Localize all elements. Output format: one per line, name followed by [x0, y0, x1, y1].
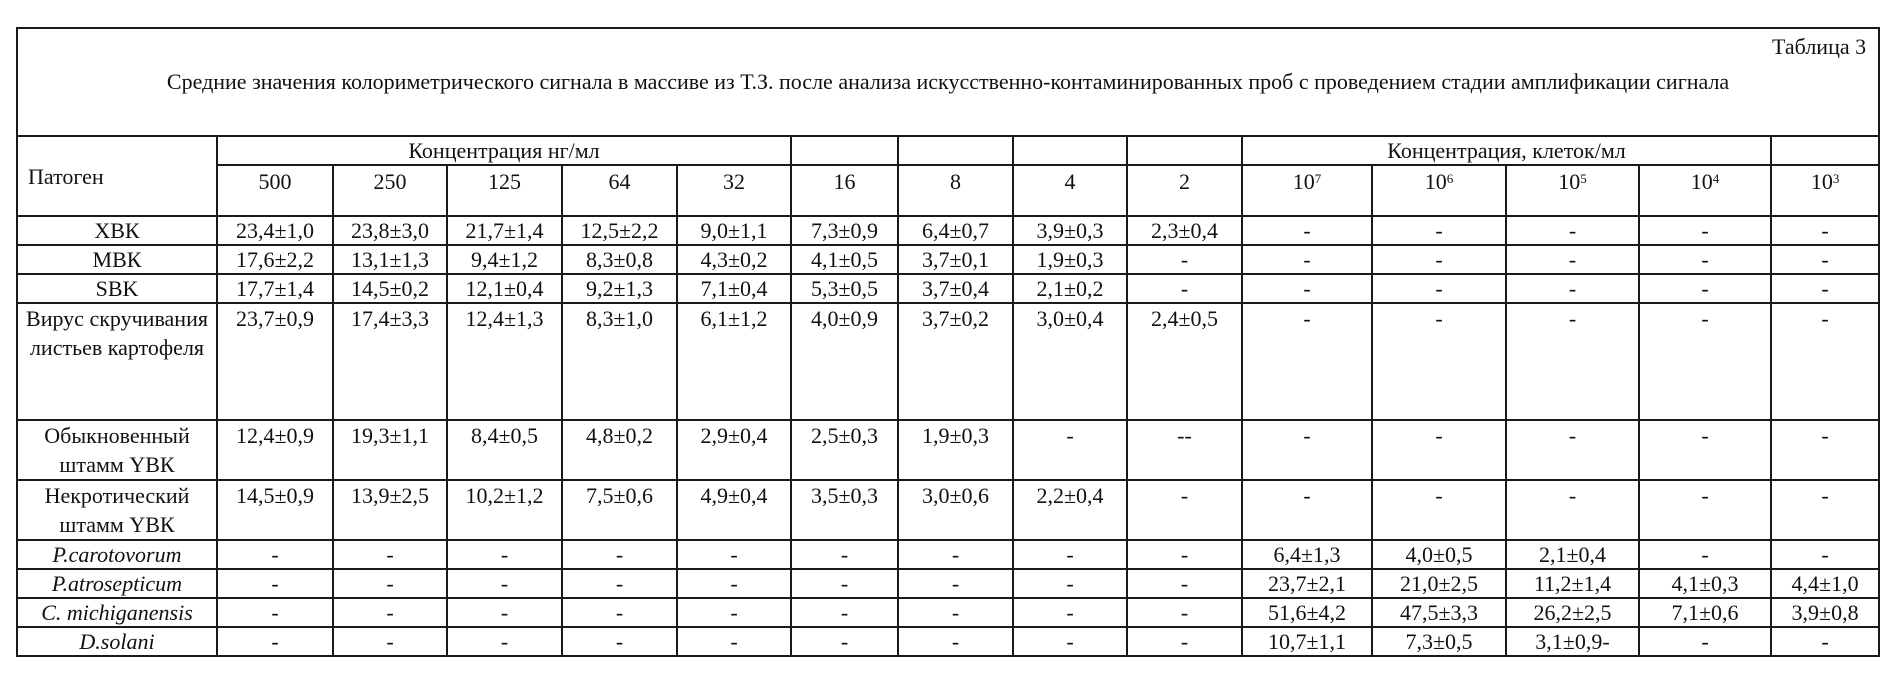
table-row	[17, 274, 1879, 303]
pathogen-name-cell: Некротический штамм YВК	[17, 480, 217, 540]
value-cell: -	[333, 569, 447, 598]
results-table	[16, 27, 1880, 657]
value-cell: 10,2±1,2	[447, 480, 562, 540]
value-cell: 4,0±0,5	[1372, 540, 1506, 569]
value-cell: -	[1506, 245, 1639, 274]
table-row	[17, 569, 1879, 598]
value-cell: -	[677, 540, 791, 569]
value-cell: 4,0±0,9	[791, 303, 898, 420]
value-cell: -	[791, 569, 898, 598]
column-header-cells: $10^7$	[1242, 165, 1372, 216]
group-header-cells-ml: Концентрация, клеток/мл	[1242, 136, 1771, 165]
column-header-ng: 125	[447, 165, 562, 216]
table-number: Таблица 3	[1772, 34, 1867, 59]
value-cell: 3,9±0,3	[1013, 216, 1127, 245]
value-cell: 10,7±1,1	[1242, 627, 1372, 656]
value-cell: -	[1127, 540, 1242, 569]
column-header-ng: 16	[791, 165, 898, 216]
table-row	[17, 245, 1879, 274]
pathogen-name-cell: Вирус скручивания листьев картофеля	[17, 303, 217, 420]
value-cell: 13,9±2,5	[333, 480, 447, 540]
value-cell: -	[447, 540, 562, 569]
value-cell: -	[562, 627, 677, 656]
value-cell: -	[1242, 216, 1372, 245]
value-cell: -	[447, 627, 562, 656]
value-cell: -	[1242, 303, 1372, 420]
value-cell: -	[1771, 480, 1879, 540]
value-cell: -	[1639, 216, 1771, 245]
column-header-ng: 500	[217, 165, 333, 216]
value-cell: -	[1127, 274, 1242, 303]
value-cell: 23,8±3,0	[333, 216, 447, 245]
value-cell: -	[1771, 216, 1879, 245]
value-cell: -	[791, 540, 898, 569]
value-cell: 4,9±0,4	[677, 480, 791, 540]
value-cell: -	[1639, 627, 1771, 656]
value-cell: -	[217, 627, 333, 656]
value-cell: 8,3±1,0	[562, 303, 677, 420]
value-cell: -	[1127, 569, 1242, 598]
value-cell: -	[1771, 627, 1879, 656]
column-header-ng: 32	[677, 165, 791, 216]
value-cell: 3,1±0,9-	[1506, 627, 1639, 656]
value-cell: -	[562, 540, 677, 569]
value-cell: -	[1127, 627, 1242, 656]
pathogen-name-cell: ХВК	[17, 216, 217, 245]
value-cell: 23,4±1,0	[217, 216, 333, 245]
column-header-cells: $10^4$	[1639, 165, 1771, 216]
value-cell: -	[1013, 598, 1127, 627]
value-cell: -	[1506, 274, 1639, 303]
value-cell: 2,1±0,2	[1013, 274, 1127, 303]
value-cell: -	[333, 540, 447, 569]
value-cell: 3,7±0,2	[898, 303, 1013, 420]
value-cell: -	[1372, 420, 1506, 480]
value-cell: 12,4±0,9	[217, 420, 333, 480]
value-cell: -	[898, 598, 1013, 627]
value-cell: 6,4±0,7	[898, 216, 1013, 245]
value-cell: 9,2±1,3	[562, 274, 677, 303]
value-cell: -	[1639, 303, 1771, 420]
group-header-empty	[791, 136, 898, 165]
value-cell: -	[898, 569, 1013, 598]
value-cell: -	[1639, 540, 1771, 569]
value-cell: -	[1127, 245, 1242, 274]
value-cell: -	[1771, 540, 1879, 569]
value-cell: 2,5±0,3	[791, 420, 898, 480]
value-cell: 2,2±0,4	[1013, 480, 1127, 540]
value-cell: -	[1372, 274, 1506, 303]
value-cell: -	[217, 598, 333, 627]
value-cell: -	[333, 627, 447, 656]
value-cell: 3,5±0,3	[791, 480, 898, 540]
group-header-empty	[1013, 136, 1127, 165]
value-cell: 7,1±0,6	[1639, 598, 1771, 627]
value-cell: 7,3±0,9	[791, 216, 898, 245]
value-cell: -	[791, 627, 898, 656]
value-cell: -	[1127, 598, 1242, 627]
group-header-empty	[898, 136, 1013, 165]
value-cell: 7,3±0,5	[1372, 627, 1506, 656]
pathogen-name-cell: D.solani	[17, 627, 217, 656]
pathogen-name-cell: C. michiganensis	[17, 598, 217, 627]
value-cell: 2,1±0,4	[1506, 540, 1639, 569]
table-row	[17, 420, 1879, 480]
value-cell: 19,3±1,1	[333, 420, 447, 480]
value-cell: -	[898, 627, 1013, 656]
value-cell: -	[898, 540, 1013, 569]
table-row	[17, 480, 1879, 540]
group-header-empty	[1771, 136, 1879, 165]
column-header-ng: 2	[1127, 165, 1242, 216]
value-cell: 6,4±1,3	[1242, 540, 1372, 569]
value-cell: 51,6±4,2	[1242, 598, 1372, 627]
value-cell: 17,7±1,4	[217, 274, 333, 303]
value-cell: -	[791, 598, 898, 627]
value-cell: 8,3±0,8	[562, 245, 677, 274]
value-cell: 5,3±0,5	[791, 274, 898, 303]
value-cell: -	[1372, 216, 1506, 245]
pathogen-name-cell: P.carotovorum	[17, 540, 217, 569]
value-cell: -	[1639, 274, 1771, 303]
table-row	[17, 627, 1879, 656]
value-cell: -	[562, 569, 677, 598]
value-cell: 23,7±0,9	[217, 303, 333, 420]
pathogen-name-cell: SBK	[17, 274, 217, 303]
value-cell: --	[1127, 420, 1242, 480]
value-cell: 47,5±3,3	[1372, 598, 1506, 627]
value-cell: 17,6±2,2	[217, 245, 333, 274]
value-cell: 1,9±0,3	[898, 420, 1013, 480]
column-header-cells: $10^6$	[1372, 165, 1506, 216]
value-cell: 21,7±1,4	[447, 216, 562, 245]
column-header-cells: $10^5$	[1506, 165, 1639, 216]
value-cell: 6,1±1,2	[677, 303, 791, 420]
column-header-ng: 8	[898, 165, 1013, 216]
value-cell: 2,9±0,4	[677, 420, 791, 480]
value-cell: -	[1506, 216, 1639, 245]
value-cell: -	[1242, 274, 1372, 303]
column-header-ng: 4	[1013, 165, 1127, 216]
value-cell: 3,0±0,6	[898, 480, 1013, 540]
value-cell: -	[217, 540, 333, 569]
value-cell: 4,1±0,3	[1639, 569, 1771, 598]
value-cell: 11,2±1,4	[1506, 569, 1639, 598]
value-cell: -	[677, 627, 791, 656]
table-caption	[17, 28, 1879, 136]
value-cell: 3,9±0,8	[1771, 598, 1879, 627]
value-cell: 12,4±1,3	[447, 303, 562, 420]
value-cell: -	[677, 569, 791, 598]
value-cell: 1,9±0,3	[1013, 245, 1127, 274]
value-cell: 4,4±1,0	[1771, 569, 1879, 598]
value-cell: -	[1771, 303, 1879, 420]
value-cell: -	[1242, 480, 1372, 540]
pathogen-column-header: Патоген	[17, 136, 217, 216]
table-title: Средние значения колориметрического сигнала в массиве из Т.З. после анализа искусственно-контаминированных проб с проведением стадии амплификации сигнала	[166, 69, 1730, 94]
group-header-ng-ml: Концентрация нг/мл	[217, 136, 791, 165]
value-cell: 14,5±0,9	[217, 480, 333, 540]
table-row	[17, 303, 1879, 420]
value-cell: -	[447, 569, 562, 598]
pathogen-name-cell: P.atrosepticum	[17, 569, 217, 598]
value-cell: -	[333, 598, 447, 627]
pathogen-name-cell: Обыкновенный штамм YВК	[17, 420, 217, 480]
value-cell: -	[1771, 274, 1879, 303]
value-cell: 3,7±0,4	[898, 274, 1013, 303]
column-header-cells: $10^3$	[1771, 165, 1879, 216]
value-cell: 7,5±0,6	[562, 480, 677, 540]
value-cell: 4,1±0,5	[791, 245, 898, 274]
value-cell: -	[1639, 245, 1771, 274]
value-cell: -	[447, 598, 562, 627]
value-cell: -	[1372, 245, 1506, 274]
value-cell: 4,3±0,2	[677, 245, 791, 274]
value-cell: 13,1±1,3	[333, 245, 447, 274]
value-cell: 12,1±0,4	[447, 274, 562, 303]
value-cell: -	[1506, 480, 1639, 540]
value-cell: 3,7±0,1	[898, 245, 1013, 274]
value-cell: -	[1127, 480, 1242, 540]
value-cell: -	[1771, 245, 1879, 274]
value-cell: -	[1013, 627, 1127, 656]
value-cell: 23,7±2,1	[1242, 569, 1372, 598]
group-header-empty	[1127, 136, 1242, 165]
value-cell: 9,0±1,1	[677, 216, 791, 245]
value-cell: -	[1013, 540, 1127, 569]
value-cell: -	[562, 598, 677, 627]
value-cell: 12,5±2,2	[562, 216, 677, 245]
table-row	[17, 540, 1879, 569]
value-cell: -	[1506, 303, 1639, 420]
column-header-ng: 250	[333, 165, 447, 216]
value-cell: 26,2±2,5	[1506, 598, 1639, 627]
value-cell: -	[1506, 420, 1639, 480]
value-cell: -	[677, 598, 791, 627]
pathogen-name-cell: МВК	[17, 245, 217, 274]
value-cell: -	[1639, 420, 1771, 480]
value-cell: -	[1639, 480, 1771, 540]
value-cell: 7,1±0,4	[677, 274, 791, 303]
value-cell: -	[1242, 420, 1372, 480]
value-cell: 21,0±2,5	[1372, 569, 1506, 598]
value-cell: -	[1372, 480, 1506, 540]
value-cell: 4,8±0,2	[562, 420, 677, 480]
value-cell: 8,4±0,5	[447, 420, 562, 480]
value-cell: -	[1242, 245, 1372, 274]
value-cell: -	[1372, 303, 1506, 420]
value-cell: 9,4±1,2	[447, 245, 562, 274]
value-cell: -	[217, 569, 333, 598]
value-cell: 2,4±0,5	[1127, 303, 1242, 420]
value-cell: 3,0±0,4	[1013, 303, 1127, 420]
value-cell: -	[1013, 569, 1127, 598]
value-cell: -	[1013, 420, 1127, 480]
value-cell: -	[1771, 420, 1879, 480]
column-header-ng: 64	[562, 165, 677, 216]
table-row	[17, 598, 1879, 627]
value-cell: 2,3±0,4	[1127, 216, 1242, 245]
value-cell: 17,4±3,3	[333, 303, 447, 420]
value-cell: 14,5±0,2	[333, 274, 447, 303]
table-row	[17, 216, 1879, 245]
